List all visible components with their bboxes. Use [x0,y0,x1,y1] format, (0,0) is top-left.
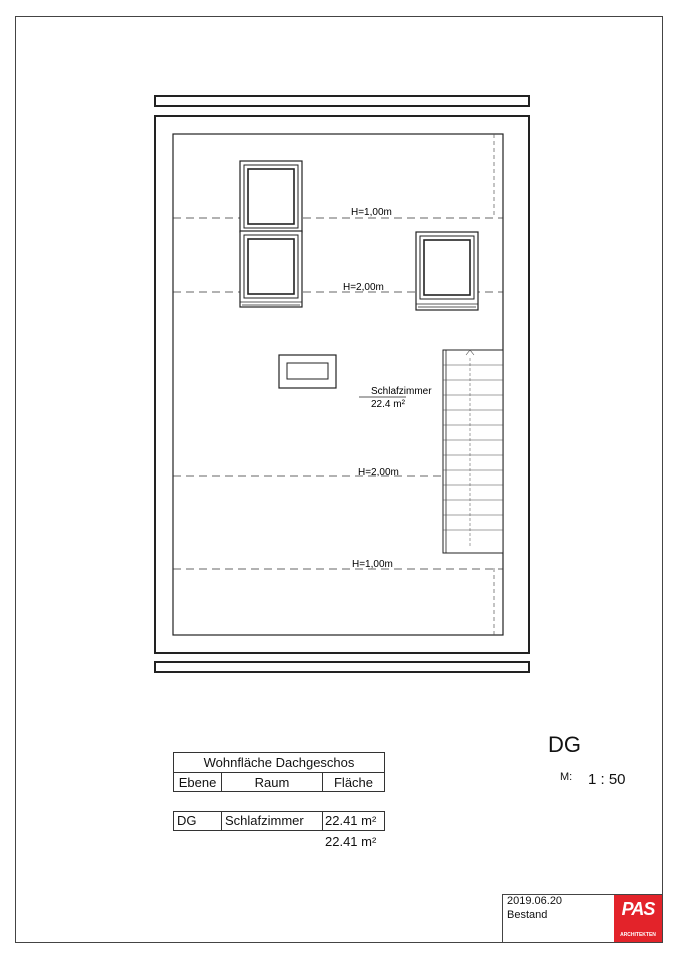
staircase [443,350,503,553]
eave-bar-bottom [155,662,529,672]
chimney [279,355,336,388]
room-area: 22.4 m² [371,399,405,410]
pas-logo [614,895,662,942]
height-label-3: H=2,00m [358,467,399,478]
logo-text: PAS [621,899,655,919]
table-row [173,811,385,831]
roof-window-right [416,232,478,310]
height-label-2: H=2,00m [343,282,384,293]
floor-code: DG [548,732,581,757]
scale-value: 1 : 50 [588,771,626,788]
eave-bar-top [155,96,529,106]
scale-label: M: [560,771,573,783]
area-total: 22.41 m² [325,834,377,849]
row-room: Schlafzimmer [222,812,323,830]
header-ebene: Ebene [174,773,222,792]
roof-window-left-lower [240,231,302,307]
plan-date: 2019.06.20 [507,895,563,907]
header-raum: Raum [222,773,323,792]
row-area: 22.41 m² [325,813,377,828]
room-name: Schlafzimmer [371,386,432,397]
height-label-1: H=1,00m [351,207,392,218]
row-level: DG [174,812,222,830]
area-table-title: Wohnfläche Dachgeschos [174,753,384,773]
logo-caption: ARCHITEKTEN [620,932,656,938]
plan-status: Bestand [507,909,548,921]
height-label-4: H=1,00m [352,559,393,570]
area-table [173,752,385,792]
header-flaeche: Fläche [333,775,374,790]
roof-window-left-upper [240,161,302,232]
